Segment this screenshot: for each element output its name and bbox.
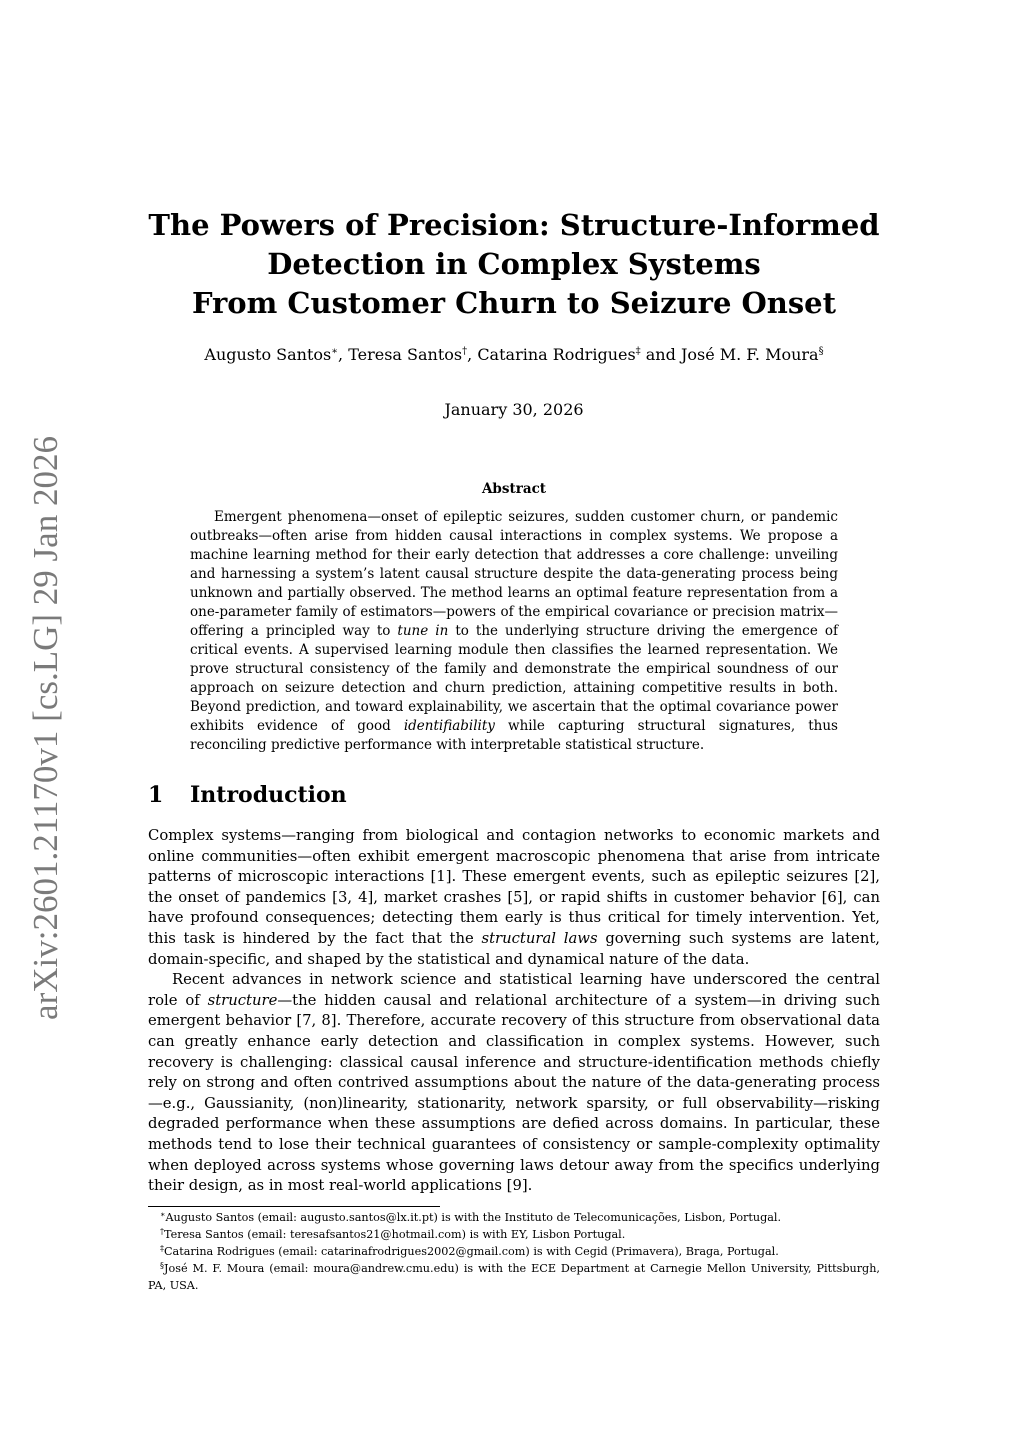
arxiv-sidebar-stamp bbox=[6, 428, 86, 1028]
abstract-text-part: Emergent phenomena—onset of epileptic seizures, sudden customer churn, or pandemic outbreaks—often arise from hidden causal interactions in complex systems. We propose a machine learning method for their early detection that addresses a core challenge: unveiling and harnessing a system’s latent causal structure despite the data-generating process being unknown and partially observed. The method learns an optimal feature representation from a one-parameter family of estimators—powers of the empirical covariance or precision matrix—offering a principled way to bbox=[190, 509, 838, 639]
paragraph-emphasis: structure bbox=[207, 991, 278, 1009]
footnote-text: José M. F. Moura (email: moura@andrew.cmu.edu) is with the ECE Department at Carnegie Mellon University, Pittsburgh, PA, USA. bbox=[148, 1262, 880, 1292]
footnote-mark: ‡ bbox=[160, 1244, 164, 1253]
author-separator: and bbox=[640, 345, 681, 364]
author-name: Catarina Rodrigues bbox=[477, 345, 636, 364]
footnote-text: Augusto Santos (email: augusto.santos@lx.it.pt) is with the Instituto de Telecomunicações, Lisbon, Portugal. bbox=[165, 1211, 782, 1224]
section-heading bbox=[148, 782, 347, 808]
author-footnote-mark: § bbox=[818, 346, 824, 357]
footnote-item bbox=[148, 1260, 880, 1294]
intro-paragraph-2 bbox=[148, 970, 880, 1197]
abstract-text bbox=[190, 508, 838, 755]
arxiv-identifier: arXiv:2601.21170v1 [cs.LG] 29 Jan 2026 bbox=[26, 436, 65, 1020]
abstract-heading: Abstract bbox=[481, 481, 547, 497]
author-name: Teresa Santos bbox=[348, 345, 463, 364]
paragraph-emphasis: structural laws bbox=[481, 929, 598, 947]
section-title: Introduction bbox=[190, 782, 347, 808]
title-line-1: The Powers of Precision: Structure-Informed bbox=[148, 208, 880, 242]
paragraph-text: Recent advances in network science and statistical learning have underscored the central role of bbox=[148, 971, 880, 1009]
author-list bbox=[148, 345, 880, 364]
author-name: José M. F. Moura bbox=[680, 345, 819, 364]
footnote-item bbox=[148, 1209, 880, 1226]
introduction-body bbox=[148, 826, 880, 1197]
abstract-text-part: while capturing structural signatures, thus reconciling predictive performance with interpretable statistical structure. bbox=[190, 718, 838, 753]
author-footnote-mark: † bbox=[462, 346, 468, 357]
author-footnote-mark: ‡ bbox=[635, 346, 641, 357]
footnote-text: Teresa Santos (email: teresafsantos21@hotmail.com) is with EY, Lisbon Portugal. bbox=[164, 1228, 626, 1241]
author-separator: , bbox=[338, 345, 349, 364]
title-line-3: From Customer Churn to Seizure Onset bbox=[191, 286, 837, 320]
author-separator: , bbox=[467, 345, 478, 364]
section-number: 1 bbox=[148, 782, 164, 808]
footnotes bbox=[148, 1209, 880, 1294]
author-footnote-mark: ∗ bbox=[331, 346, 339, 357]
footnote-mark: ∗ bbox=[160, 1210, 166, 1219]
intro-paragraph-1 bbox=[148, 826, 880, 970]
paragraph-text: Complex systems—ranging from biological and contagion networks to economic markets and online communities—often exhibit emergent macroscopic phenomena that arise from intricate patterns of microscopic interactions [1]. These emergent events, such as epileptic seizures [2], the onset of pandemics [3, 4], market crashes [5], or rapid shifts in customer behavior [6], can have profound consequences; detecting them early is thus critical for timely intervention. Yet, this task is hindered by the fact that the bbox=[148, 827, 880, 947]
paper-title bbox=[148, 206, 880, 323]
footnote-mark: † bbox=[160, 1227, 164, 1236]
abstract-emphasis: tune in bbox=[397, 623, 449, 639]
footnote-mark: § bbox=[160, 1261, 164, 1270]
abstract-text-part: to the underlying structure driving the emergence of critical events. A supervised learning module then classifies the learned representation. We prove structural consistency of the family and demonstrate the empirical soundness of our approach on seizure detection and churn prediction, attaining competitive results in both. Beyond prediction, and toward explainability, we ascertain that the optimal covariance power exhibits evidence of good bbox=[190, 623, 838, 734]
author-name: Augusto Santos bbox=[204, 345, 332, 364]
paragraph-text: governing such systems are latent, domain-specific, and shaped by the statistical and dynamical nature of the data. bbox=[148, 929, 880, 968]
abstract-emphasis: identifiability bbox=[403, 718, 495, 734]
title-line-2: Detection in Complex Systems bbox=[267, 247, 761, 281]
paragraph-text: —the hidden causal and relational architecture of a system—in driving such emergent behavior [7, 8]. Therefore, accurate recovery of this structure from observational data can greatly enhance early detection and classification in complex systems. However, such recovery is challenging: classical causal inference and structure-identification methods chiefly rely on strong and often contrived assumptions about the nature of the data-generating process—e.g., Gaussianity, (non)linearity, stationarity, network sparsity, or full observability—risking degraded performance when these assumptions are defied across domains. In particular, these methods tend to lose their technical guarantees of consistency or sample-complexity optimality when deployed across systems whose governing laws detour away from the specifics underlying their design, as in most real-world applications [9]. bbox=[148, 991, 880, 1195]
footnote-item bbox=[148, 1243, 880, 1260]
publication-date: January 30, 2026 bbox=[444, 400, 584, 419]
footnote-text: Catarina Rodrigues (email: catarinafrodrigues2002@gmail.com) is with Cegid (Primavera), Braga, Portugal. bbox=[164, 1245, 779, 1258]
footnote-item bbox=[148, 1226, 880, 1243]
footnote-divider bbox=[148, 1206, 440, 1207]
